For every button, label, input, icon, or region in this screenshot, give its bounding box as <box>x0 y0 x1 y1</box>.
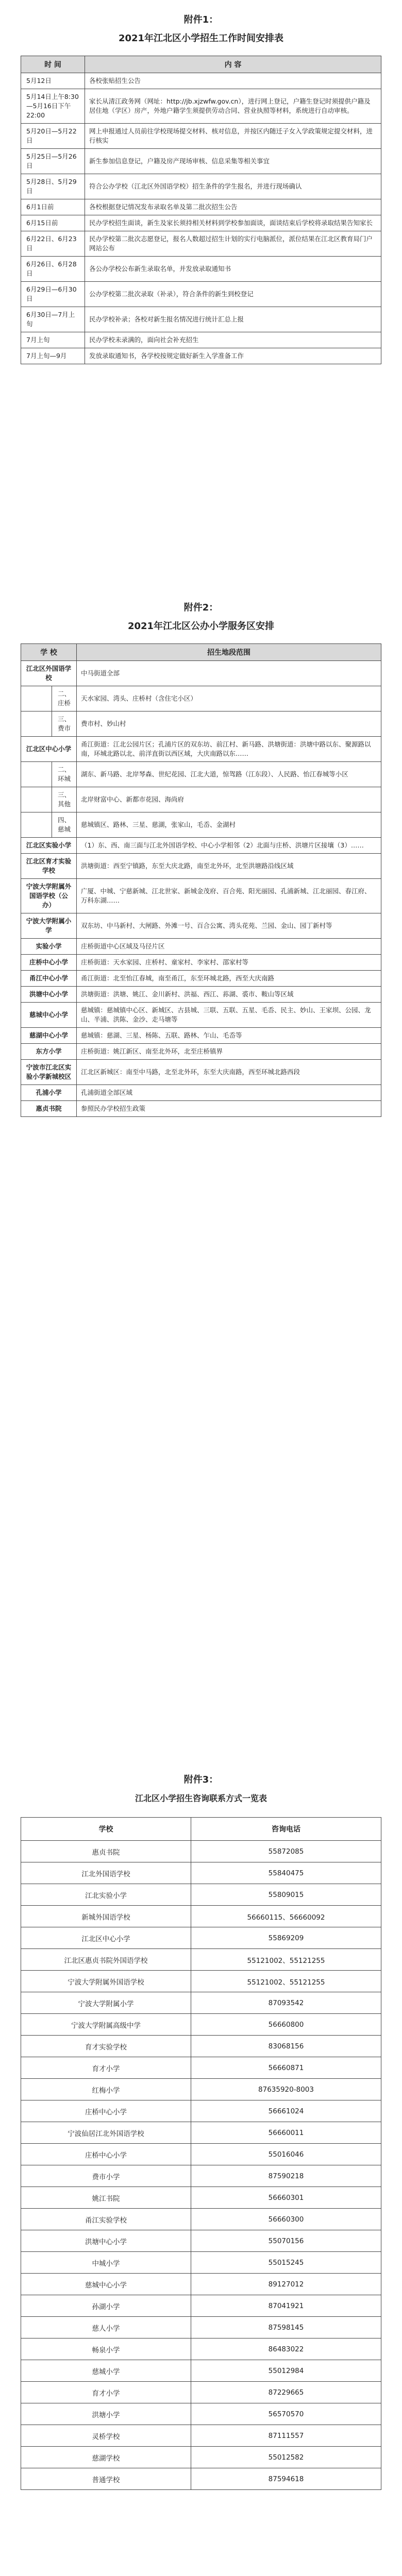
phone-cell: 56661024 <box>191 2100 381 2122</box>
school-name-cell: 育才小学 <box>21 2057 191 2079</box>
contacts-section <box>0 1772 402 2490</box>
table-row <box>21 2403 381 2425</box>
content-cell: 网上申报通过人员前往学校现场提交材料、核对信息，并按区内随迁子女入学政策规定提交材料，进行核实 <box>85 124 381 149</box>
area-cell: （1）东、西、南三面与江北外国语学校、中心小学相邻（2）北面与庄桥、洪塘片区接壤（3）…… <box>77 838 381 854</box>
area-cell: 中马街道全部 <box>77 661 381 686</box>
phone-cell: 55016046 <box>191 2144 381 2165</box>
table-row <box>21 1003 381 1028</box>
school-cell: 江北区中心小学 <box>21 737 77 762</box>
table-row <box>21 124 381 149</box>
content-cell: 各校张贴招生公告 <box>85 73 381 89</box>
column-header-content: 内 容 <box>85 56 381 73</box>
table-row <box>21 762 381 787</box>
table-row <box>21 2079 381 2100</box>
phone-cell: 87041921 <box>191 2295 381 2317</box>
area-cell: 庄桥街道中心区域及马径片区 <box>77 939 381 955</box>
sub-area-cell: 二、庄桥 <box>52 686 77 711</box>
phone-cell: 87594618 <box>191 2468 381 2490</box>
time-cell: 5月12日 <box>21 73 85 89</box>
table-row <box>21 854 381 879</box>
table-row <box>21 1906 381 1927</box>
phone-cell: 55121002、55121255 <box>191 1949 381 1971</box>
area-cell: 慈城镇：慈城镇中心区、新城区、古县城、三联、五联、五星、毛岙、民主、妙山、王家坝、公园、龙山、半浦、洪陈、金沙、走马塘等 <box>77 1003 381 1028</box>
table-row <box>21 1044 381 1060</box>
school-cell-empty <box>21 711 52 737</box>
school-name-cell: 慈城小学 <box>21 2360 191 2382</box>
area-cell: 参照民办学校招生政策 <box>77 1101 381 1117</box>
time-cell: 6月30日—7月上旬 <box>21 307 85 332</box>
area-cell: 庄桥街道：姚江新区、南至北外环，北至庄桥镇界 <box>77 1044 381 1060</box>
phone-cell: 56660300 <box>191 2209 381 2230</box>
table-row <box>21 1085 381 1101</box>
phone-cell: 89127012 <box>191 2274 381 2295</box>
time-cell: 7月上旬—9月 <box>21 348 85 364</box>
time-cell: 6月1日前 <box>21 199 85 215</box>
table-row <box>21 348 381 364</box>
school-cell: 惠贞书院 <box>21 1101 77 1117</box>
content-cell: 符合公办学校（江北区外国语学校）招生条件的学生报名，并进行现场确认 <box>85 174 381 199</box>
contacts-title: 江北区小学招生咨询联系方式一览表 <box>135 1793 267 1803</box>
phone-cell: 56660871 <box>191 2057 381 2079</box>
phone-cell: 56660011 <box>191 2122 381 2144</box>
column-header-time: 时 间 <box>21 56 85 73</box>
area-cell: 广厦、中城、宁慈新城、江北世家、新城金茂府、百合苑、阳光丽园、孔浦新城、江北丽园、春江府、万科东湖…… <box>77 879 381 913</box>
table-header-row <box>21 56 381 73</box>
school-name-cell: 庄桥中心小学 <box>21 2100 191 2122</box>
phone-cell: 87111557 <box>191 2425 381 2447</box>
school-name-cell: 灵桥学校 <box>21 2425 191 2447</box>
table-row <box>21 686 381 711</box>
content-cell: 新生参加信息登记，户籍及房产现场审核、信息采集等相关事宜 <box>85 149 381 174</box>
table-row <box>21 913 381 939</box>
school-name-cell: 宁波大学附属外国语学校 <box>21 1971 191 1992</box>
school-name-cell: 姚江书院 <box>21 2187 191 2209</box>
table-row <box>21 2252 381 2274</box>
school-cell: 慈湖中心小学 <box>21 1028 77 1044</box>
table-row <box>21 1884 381 1906</box>
area-cell: 北岸财富中心、新都市花园、海尚府 <box>77 787 381 812</box>
school-cell: 江北区外国语学校 <box>21 661 77 686</box>
table-row <box>21 174 381 199</box>
school-name-cell: 育才实验学校 <box>21 2036 191 2057</box>
school-cell: 庄桥中心小学 <box>21 955 77 971</box>
contacts-table <box>21 1817 381 2490</box>
content-cell: 各公办学校公布新生录取名单，并发放录取通知书 <box>85 257 381 282</box>
table-row <box>21 971 381 987</box>
table-row <box>21 332 381 348</box>
school-cell: 慈城中心小学 <box>21 1003 77 1028</box>
school-name-cell: 慈人小学 <box>21 2317 191 2338</box>
table-row <box>21 2468 381 2490</box>
area-cell: 天水家园、湾头、庄桥村（含住宅小区） <box>77 686 381 711</box>
phone-cell: 87598145 <box>191 2317 381 2338</box>
phone-cell: 55015245 <box>191 2252 381 2274</box>
school-cell: 宁波大学附属外国语学校（公办） <box>21 879 77 913</box>
school-cell: 孔浦小学 <box>21 1085 77 1101</box>
table-row <box>21 1101 381 1117</box>
table-row <box>21 307 381 332</box>
table-row <box>21 1927 381 1949</box>
school-name-cell: 慈湖学校 <box>21 2447 191 2468</box>
schedule-table <box>21 56 381 364</box>
table-row <box>21 89 381 124</box>
zones-title: 2021年江北区公办小学服务区安排 <box>127 621 275 632</box>
school-name-cell: 宁波大学附属高级中学 <box>21 2014 191 2036</box>
table-row <box>21 73 381 89</box>
phone-cell: 55869209 <box>191 1927 381 1949</box>
table-row <box>21 2360 381 2382</box>
table-row <box>21 661 381 686</box>
school-name-cell: 洪塘小学 <box>21 2403 191 2425</box>
school-name-cell: 甬江实验学校 <box>21 2209 191 2230</box>
table-row <box>21 199 381 215</box>
school-name-cell: 江北区中心小学 <box>21 1927 191 1949</box>
area-cell: 庄桥街道：天水家园、庄桥村、童家村、李家村、邵家村等 <box>77 955 381 971</box>
table-row <box>21 282 381 307</box>
school-name-cell: 洪塘中心小学 <box>21 2230 191 2252</box>
phone-cell: 55809015 <box>191 1884 381 1906</box>
school-cell: 实验小学 <box>21 939 77 955</box>
phone-cell: 83068156 <box>191 2036 381 2057</box>
table-row <box>21 2338 381 2360</box>
school-name-cell: 费市小学 <box>21 2165 191 2187</box>
content-cell: 民办学校第二批次志愿登记，报名人数超过招生计划的实行电脑派位，派位结果在江北区教育局门户网站公布 <box>85 231 381 257</box>
table-row <box>21 1949 381 1971</box>
zones-section <box>0 600 402 1117</box>
phone-cell: 56660301 <box>191 2187 381 2209</box>
schedule-title: 2021年江北区小学招生工作时间安排表 <box>118 33 284 44</box>
area-cell: 慈城镇：慈湖、三星、杨陈、五联、路林、乍山、毛岙等 <box>77 1028 381 1044</box>
phone-cell: 87590218 <box>191 2165 381 2187</box>
school-cell-empty <box>21 686 52 711</box>
school-cell: 宁波市江北区实验小学新城校区 <box>21 1060 77 1085</box>
school-name-cell: 育才小学 <box>21 2382 191 2403</box>
table-row <box>21 2274 381 2295</box>
table-row <box>21 737 381 762</box>
attachment-label: 附件3： <box>183 1774 219 1785</box>
column-header-area: 招生地段范围 <box>77 644 381 661</box>
table-row <box>21 1060 381 1085</box>
content-cell: 公办学校第二批次录取（补录），符合条件的新生到校登记 <box>85 282 381 307</box>
table-header-row <box>21 644 381 661</box>
phone-cell: 55012984 <box>191 2360 381 2382</box>
table-row <box>21 787 381 812</box>
sub-area-cell: 四、慈城 <box>52 812 77 838</box>
table-row <box>21 939 381 955</box>
time-cell: 5月20日—5月22日 <box>21 124 85 149</box>
school-name-cell: 畅泉小学 <box>21 2338 191 2360</box>
phone-cell: 87229665 <box>191 2382 381 2403</box>
time-cell: 5月25日—5月26日 <box>21 149 85 174</box>
table-header-row <box>21 1818 381 1841</box>
school-name-cell: 惠贞书院 <box>21 1841 191 1862</box>
time-cell: 6月15日前 <box>21 215 85 231</box>
table-row <box>21 1992 381 2014</box>
school-name-cell: 普通学校 <box>21 2468 191 2490</box>
table-row <box>21 2057 381 2079</box>
area-cell: 双东坊、中马新村、大闸路、外滩一号、百合公寓、湾头花苑、兰园、金山、园丁新村等 <box>77 913 381 939</box>
school-cell: 江北区实验小学 <box>21 838 77 854</box>
content-cell: 民办学校未录满的，面向社会补充招生 <box>85 332 381 348</box>
table-row <box>21 2187 381 2209</box>
phone-cell: 86483022 <box>191 2338 381 2360</box>
school-name-cell: 江北外国语学校 <box>21 1862 191 1884</box>
area-cell: 孔浦街道全部区域 <box>77 1085 381 1101</box>
table-row <box>21 838 381 854</box>
school-name-cell: 宁波仙居江北外国语学校 <box>21 2122 191 2144</box>
attachment-label: 附件2： <box>183 602 219 613</box>
phone-cell: 87635920-8003 <box>191 2079 381 2100</box>
phone-cell: 55121002、55121255 <box>191 1971 381 1992</box>
school-cell-empty <box>21 762 52 787</box>
school-name-cell: 慈城中心小学 <box>21 2274 191 2295</box>
table-row <box>21 1862 381 1884</box>
table-row <box>21 1841 381 1862</box>
zones-table <box>21 643 381 1117</box>
school-cell: 江北区育才实验学校 <box>21 854 77 879</box>
phone-cell: 55872085 <box>191 1841 381 1862</box>
school-name-cell: 孙湖小学 <box>21 2295 191 2317</box>
time-cell: 6月22日、6月23日 <box>21 231 85 257</box>
time-cell: 5月14日上午8:30—5月16日下午22:00 <box>21 89 85 124</box>
attachment-label: 附件1： <box>183 14 219 25</box>
area-cell: 费市村、妙山村 <box>77 711 381 737</box>
content-cell: 民办学校补录；各校对新生报名情况进行统计汇总上报 <box>85 307 381 332</box>
column-header-school: 学 校 <box>21 644 77 661</box>
table-row <box>21 231 381 257</box>
table-row <box>21 2295 381 2317</box>
table-row <box>21 711 381 737</box>
table-row <box>21 2144 381 2165</box>
school-name-cell: 红梅小学 <box>21 2079 191 2100</box>
table-row <box>21 812 381 838</box>
school-cell-empty <box>21 787 52 812</box>
time-cell: 5月28日、5月29日 <box>21 174 85 199</box>
table-row <box>21 879 381 913</box>
content-cell: 各校根据登记情况发布录取名单及第二批次招生公告 <box>85 199 381 215</box>
table-row <box>21 2425 381 2447</box>
phone-cell: 55012582 <box>191 2447 381 2468</box>
area-cell: 甬江街道：江北公园片区；孔浦片区的双东坊、前江村、新马路、洪塘街道：洪塘中路以东、聚源路以南，环城北路以北、前洋直街以西区域，大庆南路以东…… <box>77 737 381 762</box>
time-cell: 6月29日—6月30日 <box>21 282 85 307</box>
table-row <box>21 2036 381 2057</box>
table-row <box>21 2014 381 2036</box>
phone-cell: 56660800 <box>191 2014 381 2036</box>
school-cell: 宁波大学附属小学 <box>21 913 77 939</box>
phone-cell: 56660115、56660092 <box>191 1906 381 1927</box>
content-cell: 民办学校招生面谈，新生及家长须持相关材料到学校参加面谈，面谈结束后学校将录取结果告知家长 <box>85 215 381 231</box>
table-row <box>21 955 381 971</box>
school-name-cell: 江北区惠贞书院外国语学校 <box>21 1949 191 1971</box>
table-row <box>21 2122 381 2144</box>
table-row <box>21 1028 381 1044</box>
time-cell: 6月26日、6月28日 <box>21 257 85 282</box>
school-name-cell: 中城小学 <box>21 2252 191 2274</box>
school-cell: 甬江中心小学 <box>21 971 77 987</box>
area-cell: 洪塘街道：西至宁镇路，东至大庆北路，南至北外环，北至洪塘路沿线区域 <box>77 854 381 879</box>
sub-area-cell: 三、费市 <box>52 711 77 737</box>
phone-cell: 55070156 <box>191 2230 381 2252</box>
table-row <box>21 2447 381 2468</box>
table-row <box>21 2382 381 2403</box>
table-row <box>21 149 381 174</box>
sub-area-cell: 二、环城 <box>52 762 77 787</box>
phone-cell: 56570570 <box>191 2403 381 2425</box>
area-cell: 甬江街道：北至怡江春城，南至甬江，东至环城北路，西至大庆南路 <box>77 971 381 987</box>
column-header-school: 学校 <box>21 1818 191 1841</box>
time-cell: 7月上旬 <box>21 332 85 348</box>
school-cell-empty <box>21 812 52 838</box>
table-row <box>21 2165 381 2187</box>
area-cell: 湖东、新马路、北岸琴森、世纪花园、江北大道，惊驾路（江东段）、人民路、怡江春城等小区 <box>77 762 381 787</box>
school-cell: 洪塘中心小学 <box>21 987 77 1003</box>
table-row <box>21 2100 381 2122</box>
table-row <box>21 257 381 282</box>
table-row <box>21 2209 381 2230</box>
table-row <box>21 215 381 231</box>
school-name-cell: 庄桥中心小学 <box>21 2144 191 2165</box>
table-row <box>21 2230 381 2252</box>
area-cell: 江北区新城区：南至中马路，北至北外环，东至大庆南路，西至环城北路西段 <box>77 1060 381 1085</box>
column-header-phone: 咨询电话 <box>191 1818 381 1841</box>
sub-area-cell: 三、其他 <box>52 787 77 812</box>
phone-cell: 55840475 <box>191 1862 381 1884</box>
table-row <box>21 1971 381 1992</box>
table-row <box>21 987 381 1003</box>
school-cell: 东方小学 <box>21 1044 77 1060</box>
table-row <box>21 2317 381 2338</box>
school-name-cell: 江北实验小学 <box>21 1884 191 1906</box>
area-cell: 洪塘街道：洪塘、姚江、金川新村、洪福、西江、荪湖、裘市、鞍山等区域 <box>77 987 381 1003</box>
content-cell: 家长从清江政务网（网址：http://jb.xjzwfw.gov.cn），进行网上登记，户籍生登记时须提供户籍及居住地（学区）房产，外地户籍学生须提供劳动合同、营业执照等材料，系统进行自动审核。 <box>85 89 381 124</box>
area-cell: 慈城镇区、路林、三星、慈湖，张家山，毛岙、金湖村 <box>77 812 381 838</box>
school-name-cell: 宁波大学附属小学 <box>21 1992 191 2014</box>
content-cell: 发放录取通知书，各学校按规定做好新生入学准备工作 <box>85 348 381 364</box>
phone-cell: 87093542 <box>191 1992 381 2014</box>
schedule-section <box>0 12 402 364</box>
school-name-cell: 新城外国语学校 <box>21 1906 191 1927</box>
